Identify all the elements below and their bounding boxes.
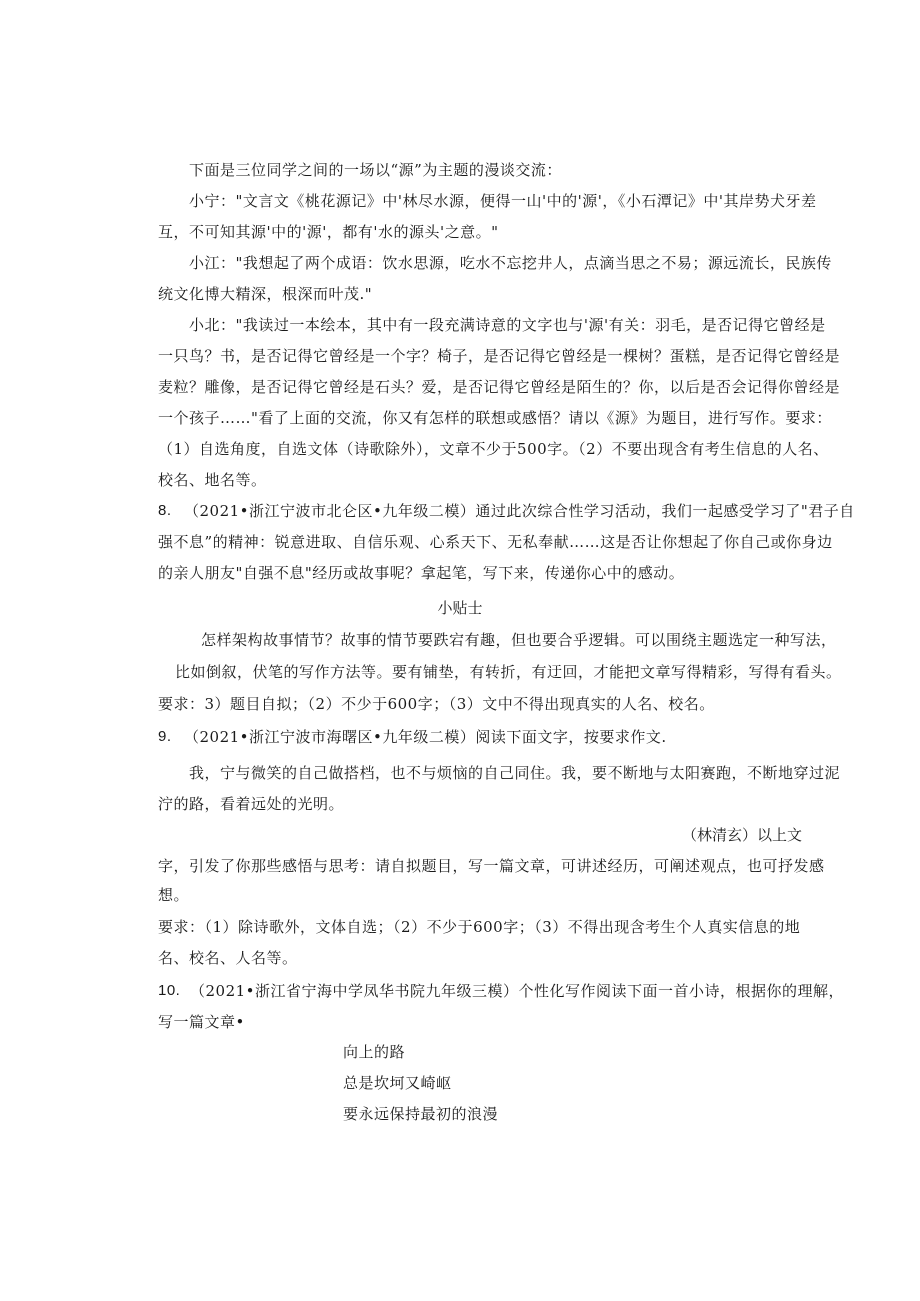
q8-line-2: 强不息”的精神：锐意进取、自信乐观、心系天下、无私奉献……这是否让你想起了你自己或你身边 (158, 533, 833, 551)
q8-tip-line-2: 比如倒叙，伏笔的写作方法等。要有铺垫，有转折，有迂回，才能把文章写得精彩，写得有看头。 (175, 663, 842, 681)
q9-header: （2021•浙江宁波市海曙区•九年级二模）阅读下面文字，按要求作文. (184, 728, 667, 746)
q9-attribution: （林清玄）以上文 (681, 826, 802, 844)
intro-line-6: 小北："我读过一本绘本，其中有一段充满诗意的文字也与'源'有关：羽毛，是否记得它曾经是 (189, 316, 826, 334)
intro-line-5: 统文化博大精深，根深而叶茂." (158, 285, 373, 303)
q9-prompt-line-2: 想。 (158, 886, 190, 904)
q10-header: （2021•浙江省宁海中学凤华书院九年级三模）个性化写作阅读下面一首小诗，根据你的理解， (190, 982, 845, 1000)
q8-number: 8. (158, 502, 172, 519)
q10-poem-line-1: 向上的路 (343, 1043, 406, 1061)
q9-quote-line-2: 泞的路，看着远处的光明。 (158, 795, 345, 813)
q9-requirement-line-2: 名、校名、人名等。 (158, 949, 298, 967)
q10-header-line-2: 写一篇文章• (158, 1013, 245, 1031)
intro-line-9: 一个孩子……"看了上面的交流，你又有怎样的联想或感悟？请以《源》为题目，进行写作。要求： (158, 409, 832, 427)
q9-requirement-line-1: 要求：（1）除诗歌外，文体自选；（2）不少于600字；（3）不得出现含考生个人真实信息的地 (158, 918, 801, 936)
intro-line-3: 互，不可知其源'中的'源'，都有'水的源头'之意。" (158, 223, 499, 241)
intro-line-8: 麦粒？雕像，是否记得它曾经是石头？爱，是否记得它曾经是陌生的？你，以后是否会记得你曾经是 (158, 378, 841, 396)
q9-prompt-line-1: 字，引发了你那些感悟与思考：请自拟题目，写一篇文章，可讲述经历，可阐述观点，也可抒发感 (158, 857, 825, 875)
q10-poem-line-2: 总是坎坷又崎岖 (343, 1074, 452, 1092)
q10-number: 10. (158, 982, 181, 999)
intro-line-10: （1）自选角度，自选文体（诗歌除外），文章不少于500字。（2）不要出现含有考生信息的人名、 (158, 440, 829, 458)
intro-line-4: 小江："我想起了两个成语：饮水思源，吃水不忘挖井人，点滴当思之不易；源远流长，民族传 (189, 254, 832, 272)
q9-quote-line-1: 我，宁与微笑的自己做搭档，也不与烦恼的自己同住。我，要不断地与太阳赛跑，不断地穿过泥 (189, 764, 841, 782)
q8-tip-title: 小贴士 (437, 599, 483, 617)
q8-tip-line-1: 怎样架构故事情节？故事的情节要跌宕有趣，但也要合乎逻辑。可以围绕主题选定一种写法， (201, 631, 837, 649)
q8-line-1: （2021•浙江宁波市北仑区•九年级二模）通过此次综合性学习活动，我们一起感受学习了"君子自 (184, 502, 855, 520)
q8-line-3: 的亲人朋友"自强不息"经历或故事呢？拿起笔，写下来，传递你心中的感动。 (158, 564, 685, 582)
q8-requirement: 要求：3）题目自拟；（2）不少于600字；（3）文中不得出现真实的人名、校名。 (158, 695, 715, 713)
intro-line-1: 下面是三位同学之间的一场以“源”为主题的漫谈交流： (189, 161, 562, 179)
intro-line-7: 一只鸟？书，是否记得它曾经是一个字？椅子，是否记得它曾经是一棵树？蛋糕，是否记得它曾经是 (158, 347, 841, 365)
q9-number: 9. (158, 728, 172, 745)
intro-line-11: 校名、地名等。 (158, 471, 267, 489)
intro-line-2: 小宁："文言文《桃花源记》中'林尽水源，便得一山'中的'源'，《小石潭记》中'其岸势犬牙差 (189, 192, 817, 210)
q10-poem-line-3: 要永远保持最初的浪漫 (343, 1105, 499, 1123)
